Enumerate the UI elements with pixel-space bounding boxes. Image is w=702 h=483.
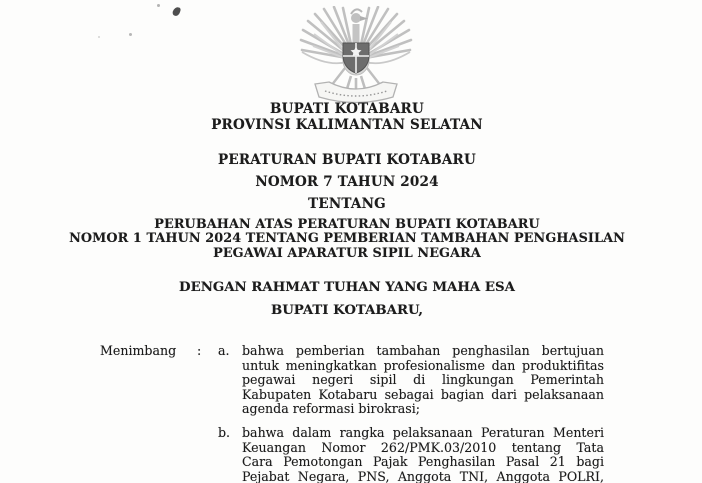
garuda-pancasila-emblem (299, 6, 413, 105)
item-marker: a. (218, 343, 230, 358)
considerations-items (218, 344, 604, 483)
consideration-item (218, 426, 604, 483)
item-line: Kabupaten Kotabaru sebagai bagian dari pelaksanaan (242, 386, 604, 402)
regulation-subject-line: PEGAWAI APARATUR SIPIL NEGARA (213, 245, 481, 261)
item-line: untuk meningkatkan profesionalisme dan produktifitas (242, 357, 604, 373)
item-marker: b. (218, 424, 231, 440)
letterhead-line: BUPATI KOTABARU (270, 101, 424, 117)
item-line: pegawai negeri sipil di lingkungan Pemerintah (242, 372, 604, 388)
item-line: agenda reformasi birokrasi; (242, 401, 420, 417)
item-text (242, 426, 604, 483)
considerations-colon: : (197, 343, 202, 358)
item-line: bahwa dalam rangka pelaksanaan Peraturan Menteri (242, 424, 604, 440)
considerations-section (100, 344, 604, 483)
regulation-subject-line: PERUBAHAN ATAS PERATURAN BUPATI KOTABARU (154, 217, 540, 232)
item-line: Pejabat Negara, PNS, Anggota TNI, Anggota POLRI, (242, 468, 604, 483)
regulation-title: PERATURAN BUPATI KOTABARU (218, 152, 476, 168)
item-line: Cara Pemotongan Pajak Penghasilan Pasal 21 bagi (242, 454, 604, 470)
considerations-label: Menimbang (100, 343, 177, 358)
regulation-about-label: TENTANG (308, 196, 386, 212)
item-line: Keuangan Nomor 262/PMK.03/2010 tentang Tata (242, 439, 604, 455)
issuer: BUPATI KOTABARU, (270, 303, 424, 318)
item-text (242, 344, 604, 417)
regulation-subject (0, 218, 698, 261)
letterhead (0, 102, 698, 133)
scan-speck (98, 36, 100, 38)
scan-speck (129, 33, 132, 36)
consideration-item (218, 344, 604, 417)
scan-speck (172, 6, 181, 17)
item-line: bahwa pemberian tambahan penghasilan bertujuan (242, 343, 604, 358)
letterhead-line: PROVINSI KALIMANTAN SELATAN (211, 116, 483, 133)
regulation-subject-line: NOMOR 1 TAHUN 2024 TENTANG PEMBERIAN TAMBAHAN PENGHASILAN (69, 231, 625, 247)
invocation: DENGAN RAHMAT TUHAN YANG MAHA ESA (179, 280, 515, 295)
regulation-number: NOMOR 7 TAHUN 2024 (255, 174, 439, 190)
scan-speck (157, 4, 160, 7)
regulation-heading (0, 149, 698, 215)
